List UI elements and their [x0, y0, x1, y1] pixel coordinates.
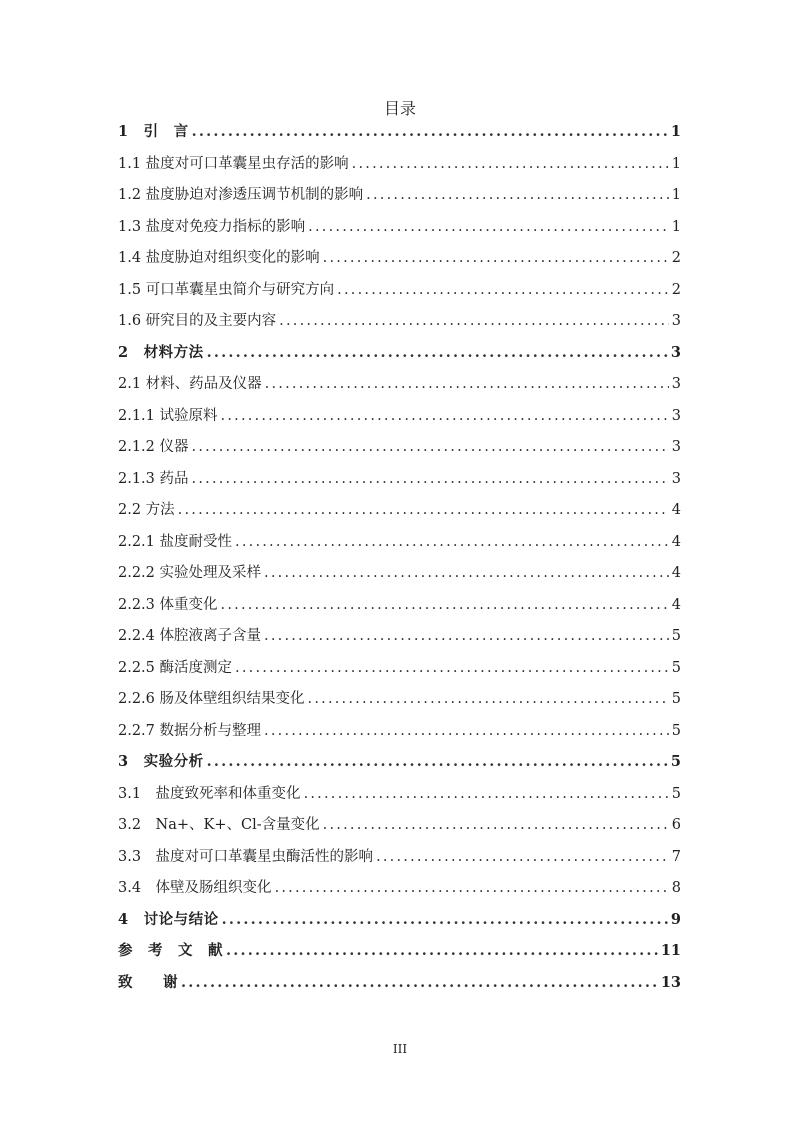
toc-entry[interactable] — [118, 813, 681, 845]
dot-leader — [178, 498, 669, 522]
toc-entry-page: 5 — [671, 722, 681, 739]
toc-entry-label: 2.2 方法 — [118, 502, 175, 518]
dot-leader — [376, 845, 669, 869]
toc-entry-page: 2 — [671, 250, 681, 266]
toc-entry[interactable] — [118, 624, 681, 656]
toc-entry[interactable] — [118, 876, 681, 908]
toc-entry-page: 5 — [670, 753, 681, 770]
toc-entry[interactable] — [118, 215, 681, 247]
toc-entry-label: 1.6 研究目的及主要内容 — [118, 313, 277, 329]
dot-leader — [192, 435, 669, 459]
dot-leader — [323, 813, 669, 837]
toc-entry-label: 2.2.4 体腔液离子含量 — [118, 628, 262, 644]
toc-entry-page: 4 — [671, 596, 681, 613]
toc-entry-page: 3 — [671, 313, 681, 329]
dot-leader — [304, 782, 669, 806]
toc-entry[interactable] — [118, 719, 681, 751]
toc-entry[interactable] — [118, 341, 681, 373]
toc-entry[interactable] — [118, 782, 681, 814]
toc-entry-page: 11 — [660, 942, 681, 959]
toc-entry-label: 3.3 盐度对可口革囊星虫酶活性的影响 — [118, 848, 374, 865]
toc-entry-label: 3.1 盐度致死率和体重变化 — [118, 785, 301, 802]
toc-entry[interactable] — [118, 530, 681, 562]
dot-leader — [279, 309, 669, 333]
toc-entry-page: 6 — [671, 817, 681, 833]
dot-leader — [308, 687, 669, 711]
toc-entry[interactable] — [118, 183, 681, 215]
toc-entry-page: 4 — [671, 502, 681, 518]
toc-entry[interactable] — [118, 152, 681, 184]
toc-entry[interactable] — [118, 561, 681, 593]
toc-entry-page: 3 — [671, 376, 681, 392]
toc-entry-label: 2.1.2 仪器 — [118, 439, 189, 455]
toc-entry-page: 7 — [671, 848, 681, 865]
dot-leader — [221, 593, 669, 617]
toc-entry-label: 2.2.1 盐度耐受性 — [118, 533, 233, 550]
toc-entry[interactable] — [118, 498, 681, 530]
toc-entry-label: 致 谢 — [118, 973, 178, 991]
dot-leader — [226, 939, 658, 963]
toc-entry[interactable] — [118, 656, 681, 688]
dot-leader — [264, 561, 669, 585]
toc-entry-page: 3 — [671, 470, 681, 487]
dot-leader — [192, 120, 668, 144]
toc-entry[interactable] — [118, 309, 681, 341]
toc-entry-page: 4 — [671, 565, 681, 581]
dot-leader — [222, 908, 668, 932]
table-of-contents — [118, 120, 681, 1002]
toc-entry-label: 1.4 盐度胁迫对组织变化的影响 — [118, 250, 320, 266]
toc-entry-label: 1.2 盐度胁迫对渗透压调节机制的影响 — [118, 187, 364, 203]
dot-leader — [181, 971, 658, 995]
dot-leader — [264, 624, 669, 648]
toc-entry-page: 1 — [670, 123, 681, 140]
toc-entry-page: 3 — [671, 407, 681, 424]
toc-entry-label: 2 材料方法 — [118, 343, 204, 361]
toc-entry[interactable] — [118, 939, 681, 971]
toc-entry-label: 1.5 可口革囊星虫简介与研究方向 — [118, 281, 335, 298]
toc-entry-page: 1 — [671, 187, 681, 203]
page-number: III — [392, 1042, 408, 1056]
toc-entry-label: 1.3 盐度对免疫力指标的影响 — [118, 218, 306, 235]
toc-entry-page: 3 — [671, 439, 681, 455]
toc-entry-page: 8 — [671, 880, 681, 896]
toc-entry-label: 3 实验分析 — [118, 753, 204, 770]
toc-entry-label: 2.2.7 数据分析与整理 — [118, 722, 262, 739]
toc-entry[interactable] — [118, 908, 681, 940]
toc-title: 目录 — [383, 99, 416, 118]
dot-leader — [337, 278, 669, 302]
toc-entry-label: 3.4 体壁及肠组织变化 — [118, 880, 272, 896]
toc-entry[interactable] — [118, 845, 681, 877]
dot-leader — [366, 183, 669, 207]
toc-entry[interactable] — [118, 467, 681, 499]
toc-entry-page: 2 — [671, 281, 681, 298]
toc-entry[interactable] — [118, 971, 681, 1003]
dot-leader — [323, 246, 669, 270]
toc-entry-label: 2.2.3 体重变化 — [118, 596, 218, 613]
toc-entry-label: 4 讨论与结论 — [118, 910, 219, 928]
dot-leader — [275, 876, 669, 900]
toc-entry[interactable] — [118, 435, 681, 467]
toc-entry-label: 1.1 盐度对可口革囊星虫存活的影响 — [118, 155, 349, 172]
toc-entry-label: 参 考 文 献 — [118, 942, 223, 959]
toc-entry-label: 2.2.2 实验处理及采样 — [118, 565, 262, 581]
toc-entry[interactable] — [118, 372, 681, 404]
dot-leader — [352, 152, 669, 176]
toc-entry-label: 2.1 材料、药品及仪器 — [118, 376, 262, 392]
dot-leader — [235, 530, 669, 554]
toc-entry-page: 5 — [671, 785, 681, 802]
toc-entry-label: 1 引 言 — [118, 123, 189, 140]
dot-leader — [264, 719, 669, 743]
toc-entry[interactable] — [118, 246, 681, 278]
toc-entry-page: 5 — [671, 691, 681, 707]
toc-entry-label: 2.1.3 药品 — [118, 470, 189, 487]
dot-leader — [308, 215, 669, 239]
toc-entry[interactable] — [118, 120, 681, 152]
toc-entry[interactable] — [118, 278, 681, 310]
dot-leader — [265, 372, 669, 396]
toc-entry[interactable] — [118, 404, 681, 436]
toc-entry[interactable] — [118, 593, 681, 625]
toc-entry-label: 2.2.5 酶活度测定 — [118, 659, 233, 676]
toc-entry-page: 4 — [671, 533, 681, 550]
toc-entry-page: 1 — [671, 218, 681, 235]
toc-entry[interactable] — [118, 750, 681, 782]
toc-entry-page: 13 — [660, 973, 681, 991]
dot-leader — [221, 404, 669, 428]
toc-entry-page: 5 — [671, 659, 681, 676]
dot-leader — [192, 467, 669, 491]
toc-entry-label: 3.2 Na+、K+、Cl-含量变化 — [118, 817, 320, 833]
toc-entry-page: 1 — [671, 155, 681, 172]
toc-entry[interactable] — [118, 687, 681, 719]
toc-entry-page: 3 — [670, 343, 681, 361]
dot-leader — [207, 341, 668, 365]
toc-entry-label: 2.1.1 试验原料 — [118, 407, 218, 424]
dot-leader — [207, 750, 668, 774]
dot-leader — [235, 656, 669, 680]
toc-entry-page: 5 — [671, 628, 681, 644]
toc-entry-page: 9 — [670, 910, 681, 928]
toc-entry-label: 2.2.6 肠及体壁组织结果变化 — [118, 691, 305, 707]
